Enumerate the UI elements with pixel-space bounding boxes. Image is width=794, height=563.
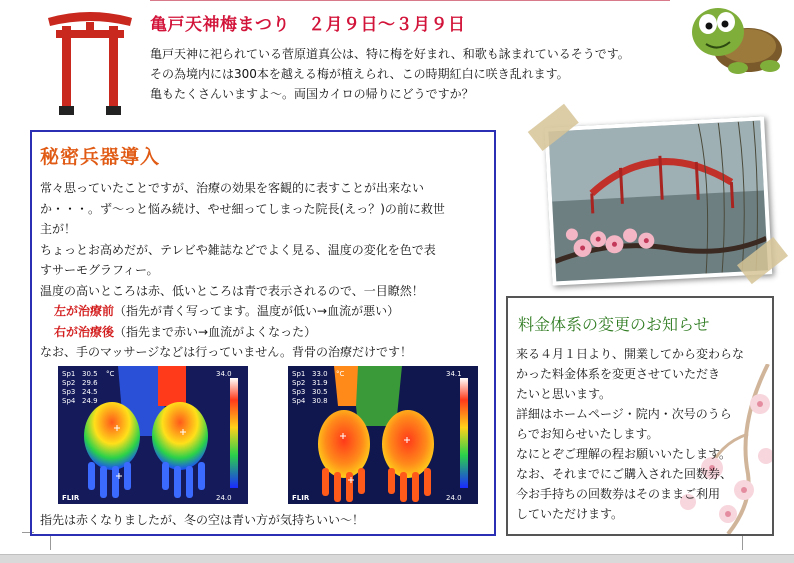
spot-reading: 33.0 xyxy=(312,370,328,378)
body-line: 主が！ xyxy=(40,222,77,236)
torii-gate-icon xyxy=(46,4,134,116)
body-line: していただけます。 xyxy=(516,507,624,521)
body-line: すサーモグラフィー。 xyxy=(40,263,159,277)
spot-reading: 30.5 xyxy=(312,388,328,396)
svg-text:Sp3: Sp3 xyxy=(292,388,306,396)
after-line xyxy=(40,322,490,343)
svg-text:Sp1: Sp1 xyxy=(62,370,76,378)
body-line: ちょっとお高めだが、テレビや雑誌などでよく見る、温度の変化を色で表 xyxy=(40,242,436,257)
intro-line: 亀戸天神に祀られている菅原道真公は、特に梅を好まれ、和歌も詠まれているそうです。 xyxy=(150,47,630,61)
scale-max: 34.0 xyxy=(216,370,232,378)
after-label: 右が治療後 xyxy=(54,324,115,339)
body-line: かった料金体系を変更させていただき xyxy=(516,367,721,381)
header-rule xyxy=(150,0,670,1)
spot-reading: 24.9 xyxy=(82,397,98,405)
body-line: 来る４月１日より、開業してから変わらな xyxy=(516,347,745,361)
festival-intro xyxy=(150,44,630,104)
body-line: 温度の高いところは赤、低いところは青で表示されるので、一目瞭然！ xyxy=(40,283,424,298)
body-line: なお、それまでにご購入された回数券、 xyxy=(516,467,733,481)
before-line xyxy=(40,301,490,322)
body-line: か・・・。ず～っと悩み続け、やせ細ってしまった院長(えっ？)の前に救世 xyxy=(40,201,445,216)
page-bottom-edge xyxy=(0,554,794,563)
body-line: なにとぞご理解の程お願いいたします。 xyxy=(516,447,732,461)
spot-reading: 31.9 xyxy=(312,379,328,387)
festival-dates: ２月９日～３月９日 xyxy=(308,15,466,35)
secret-weapon-title: 秘密兵器導入 xyxy=(40,146,161,168)
secret-weapon-text xyxy=(40,178,490,363)
svg-text:Sp4: Sp4 xyxy=(62,397,76,405)
before-label: 左が治療前 xyxy=(54,304,115,318)
crop-mark xyxy=(742,536,743,550)
body-line: たいと思います。 xyxy=(516,387,612,401)
secret-weapon-box xyxy=(30,130,496,536)
pricing-notice-box xyxy=(506,296,774,536)
intro-line: 亀もたくさんいますよ～。両国カイロの帰りにどうですか？ xyxy=(150,87,474,101)
crop-mark xyxy=(50,536,51,550)
thermogram-caption: 指先は赤くなりましたが、冬の空は青い方が気持ちいい～！ xyxy=(40,513,365,527)
flir-logo: FLIR xyxy=(292,494,310,502)
flir-logo: FLIR xyxy=(62,494,80,502)
temp-unit: °C xyxy=(336,370,345,378)
body-line: 詳細はホームページ・院内・次号のうら xyxy=(516,407,732,421)
pricing-title: 料金体系の変更のお知らせ xyxy=(518,315,710,334)
pricing-text xyxy=(516,344,768,524)
svg-text:Sp3: Sp3 xyxy=(62,388,76,396)
spot-reading: 24.5 xyxy=(82,388,98,396)
body-line: なお、手のマッサージなどは行っていません。背骨の治療だけです！ xyxy=(40,345,413,359)
scale-max: 34.1 xyxy=(446,370,462,378)
spot-reading: 29.6 xyxy=(82,379,98,387)
thermogram-before xyxy=(58,366,248,504)
turtle-illustration xyxy=(678,2,788,78)
svg-text:Sp1: Sp1 xyxy=(292,370,306,378)
body-line: 常々思っていたことですが、治療の効果を客観的に表すことが出来ない xyxy=(40,181,425,195)
festival-title xyxy=(150,10,466,35)
scale-min: 24.0 xyxy=(216,494,232,502)
intro-line: その為境内には300本を越える梅が植えられ、この時期紅白に咲き乱れます。 xyxy=(150,67,569,81)
after-text: （指先まで赤い→血流がよくなった） xyxy=(114,324,317,339)
body-line: らでお知らせいたします。 xyxy=(516,427,659,441)
plum-blossom-photo xyxy=(544,116,772,285)
svg-text:Sp2: Sp2 xyxy=(292,379,306,387)
thermogram-after xyxy=(288,366,478,504)
scale-min: 24.0 xyxy=(446,494,462,502)
svg-text:Sp2: Sp2 xyxy=(62,379,76,387)
plum-photo-frame xyxy=(536,106,778,286)
body-line: 今お手持ちの回数券はそのままご利用 xyxy=(516,487,721,501)
spot-reading: 30.8 xyxy=(312,397,328,405)
spot-reading: 30.5 xyxy=(82,370,98,378)
before-text: （指先が青く写ってます。温度が低い→血流が悪い） xyxy=(114,304,400,318)
temp-unit: °C xyxy=(106,370,115,378)
festival-name: 亀戸天神梅まつり xyxy=(150,15,290,35)
svg-text:Sp4: Sp4 xyxy=(292,397,306,405)
